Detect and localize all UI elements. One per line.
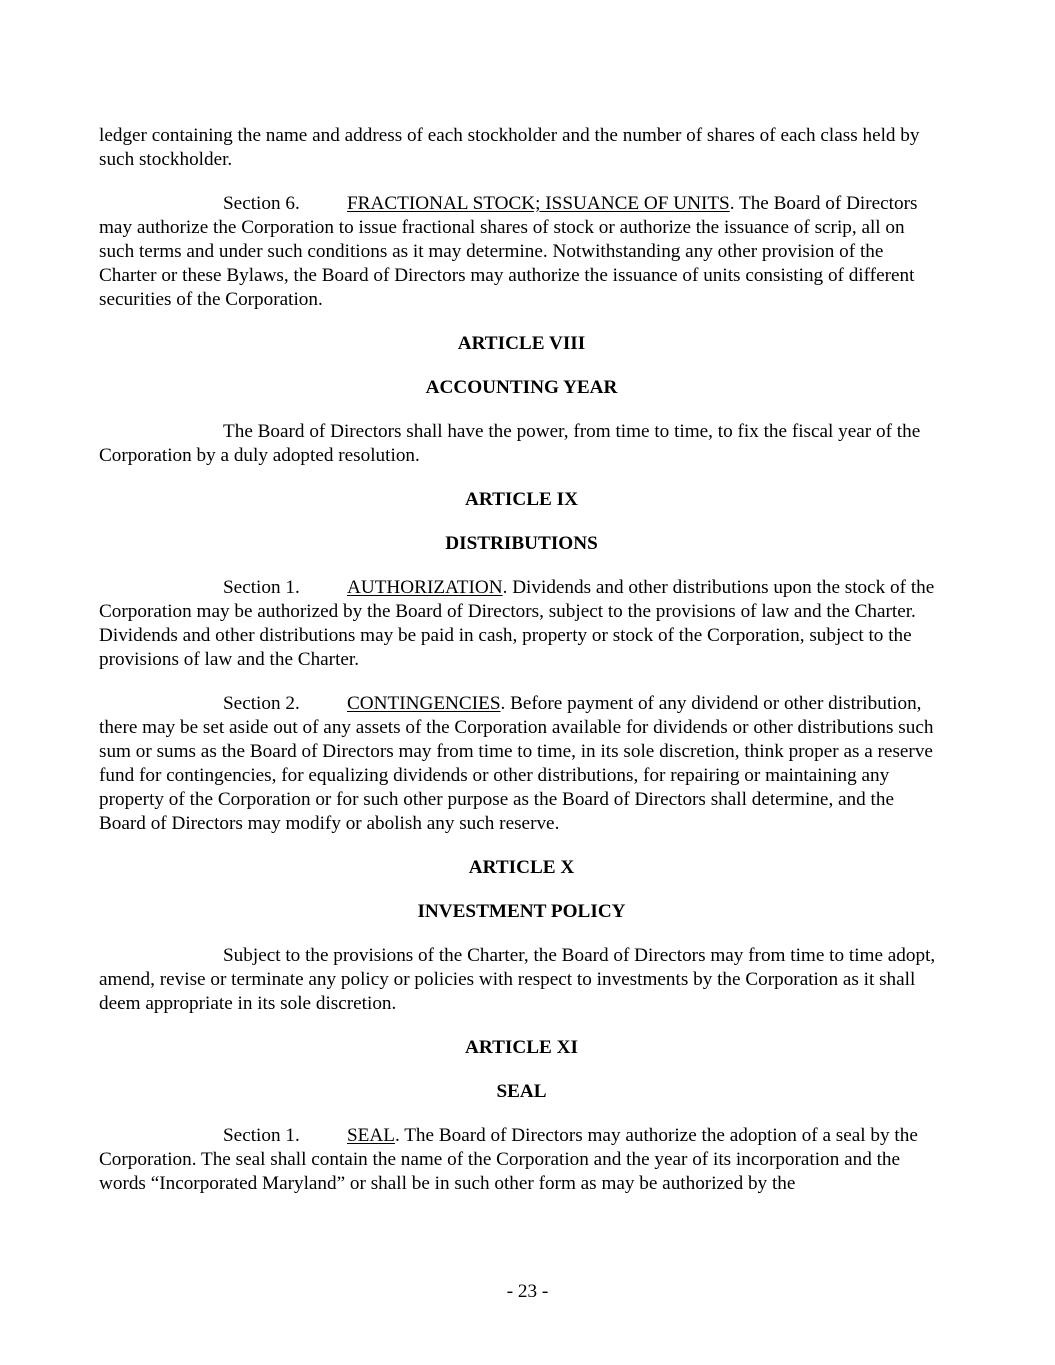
section-text: . Before payment of any dividend or other distribution, there may be set aside out of any assets of the Corporation available for dividends or other distributions such sum or sums as the Board of Directors may from time to time, in its sole discretion, think proper as a reserve fund for contingencies, for equalizing dividends or other distributions, for repairing or maintaining any property of the Corporation or for such other purpose as the Board of Directors shall determine, and the Board of Directors may modify or abolish any such reserve.	[99, 693, 934, 834]
section-number: Section 2.	[223, 693, 300, 714]
article-8-paragraph: The Board of Directors shall have the power, from time to time, to fix the fiscal year of the Corporation by a duly adopted resolution.	[99, 421, 921, 466]
article-9-section-2-paragraph	[99, 692, 944, 836]
article-heading: ARTICLE VIII	[457, 333, 586, 354]
section-number: Section 1.	[223, 1125, 300, 1146]
article-heading: ARTICLE IX	[465, 489, 578, 510]
article-title: DISTRIBUTIONS	[445, 533, 598, 554]
section-title: SEAL	[347, 1125, 395, 1146]
section-title: AUTHORIZATION	[347, 577, 503, 598]
page-number: - 23 -	[506, 1281, 549, 1302]
section-title: CONTINGENCIES	[347, 693, 501, 714]
article-title: ACCOUNTING YEAR	[425, 377, 618, 398]
section-number: Section 1.	[223, 577, 300, 598]
section-text: . Dividends and other distributions upon the stock of the Corporation may be authorized by the Board of Directors, subject to the provisions of law and the Charter. Dividends and other distributions may be paid in cash, property or stock of the Corporation, subject to the provisions of law and the Charter.	[99, 577, 935, 670]
section-title: FRACTIONAL STOCK; ISSUANCE OF UNITS	[347, 193, 730, 214]
article-11-section-1-paragraph	[99, 1124, 944, 1196]
continuation-paragraph: ledger containing the name and address of each stockholder and the number of shares of each class held by such stockholder.	[99, 125, 920, 170]
document-page	[99, 124, 944, 1216]
article-9-section-1-paragraph	[99, 576, 944, 672]
article-10-paragraph: Subject to the provisions of the Charter, the Board of Directors may from time to time adopt, amend, revise or terminate any policy or policies with respect to investments by the Corporation as it shall deem appropriate in its sole discretion.	[99, 945, 936, 1014]
article-title: SEAL	[496, 1081, 547, 1102]
article-heading: ARTICLE X	[468, 857, 575, 878]
article-title: INVESTMENT POLICY	[417, 901, 626, 922]
section-text: . The Board of Directors may authorize the Corporation to issue fractional shares of stock or authorize the issuance of scrip, all on such terms and under such conditions as it may determine. Notwithstanding any other provision of the Charter or these Bylaws, the Board of Directors may authorize the issuance of units consisting of different securities of the Corporation.	[99, 193, 918, 310]
section-number: Section 6.	[223, 193, 300, 214]
section-text: . The Board of Directors may authorize the adoption of a seal by the Corporation. The seal shall contain the name of the Corporation and the year of its incorporation and the words “Incorporated Maryland” or shall be in such other form as may be authorized by the	[99, 1125, 918, 1194]
section-6-paragraph	[99, 192, 944, 312]
article-heading: ARTICLE XI	[465, 1037, 578, 1058]
